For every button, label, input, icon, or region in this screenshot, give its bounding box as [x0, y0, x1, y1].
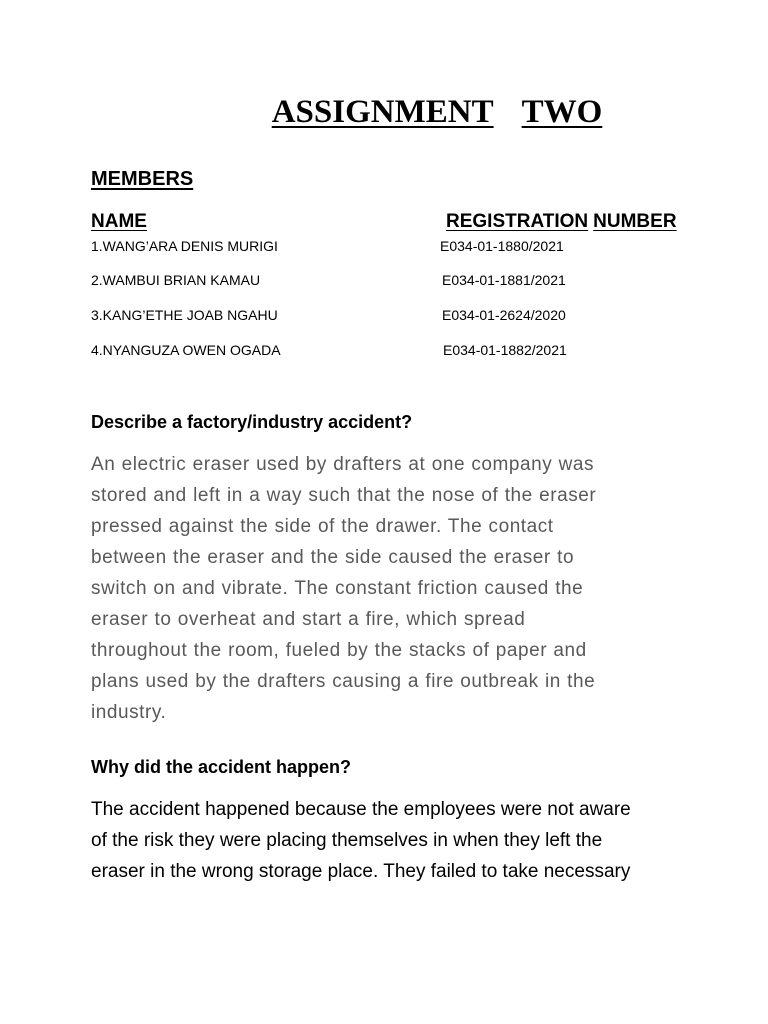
member-registration: E034-01-1882/2021 [443, 342, 567, 358]
paragraph-line: eraser to overheat and start a fire, which spread [91, 609, 526, 630]
member-name: 4.NYANGUZA OWEN OGADA [91, 342, 281, 358]
member-row [91, 307, 691, 327]
paragraph-line: between the eraser and the side caused the eraser to [91, 547, 575, 568]
answer-paragraph-why-happened [91, 794, 691, 887]
member-row [91, 342, 691, 362]
column-header-number: NUMBER [593, 211, 677, 232]
member-row [91, 272, 691, 292]
paragraph-line: industry. [91, 702, 167, 723]
paragraph-line: plans used by the drafters causing a fire outbreak in the [91, 671, 596, 692]
member-row [91, 238, 691, 258]
paragraph-line: stored and left in a way such that the nose of the eraser [91, 485, 597, 506]
members-heading: MEMBERS [91, 168, 194, 190]
paragraph-line: of the risk they were placing themselves in when they left the [91, 830, 603, 851]
paragraph-line: An electric eraser used by drafters at one company was [91, 454, 595, 475]
title-word-assignment: ASSIGNMENT [271, 94, 494, 130]
member-registration: E034-01-2624/2020 [442, 307, 566, 323]
answer-paragraph-accident-description [91, 449, 681, 728]
column-header-registration: REGISTRATION [446, 211, 589, 232]
member-name: 2.WAMBUI BRIAN KAMAU [91, 272, 261, 288]
paragraph-line: throughout the room, fueled by the stacks of paper and [91, 640, 587, 661]
title-word-two: TWO [521, 94, 603, 130]
question-heading-why-happened: Why did the accident happen? [91, 757, 352, 777]
member-name: 1.WANG’ARA DENIS MURIGI [91, 238, 278, 254]
paragraph-line: eraser in the wrong storage place. They failed to take necessary [91, 861, 631, 882]
member-registration: E034-01-1880/2021 [440, 238, 564, 254]
paragraph-line: The accident happened because the employees were not aware [91, 799, 631, 820]
column-header-name: NAME [91, 211, 147, 232]
paragraph-line: pressed against the side of the drawer. The contact [91, 516, 554, 537]
member-registration: E034-01-1881/2021 [442, 272, 566, 288]
member-name: 3.KANG’ETHE JOAB NGAHU [91, 307, 278, 323]
paragraph-line: switch on and vibrate. The constant friction caused the [91, 578, 584, 599]
column-header-registration-number [446, 211, 677, 233]
document-title [0, 94, 768, 131]
question-heading-describe-accident: Describe a factory/industry accident? [91, 412, 413, 432]
